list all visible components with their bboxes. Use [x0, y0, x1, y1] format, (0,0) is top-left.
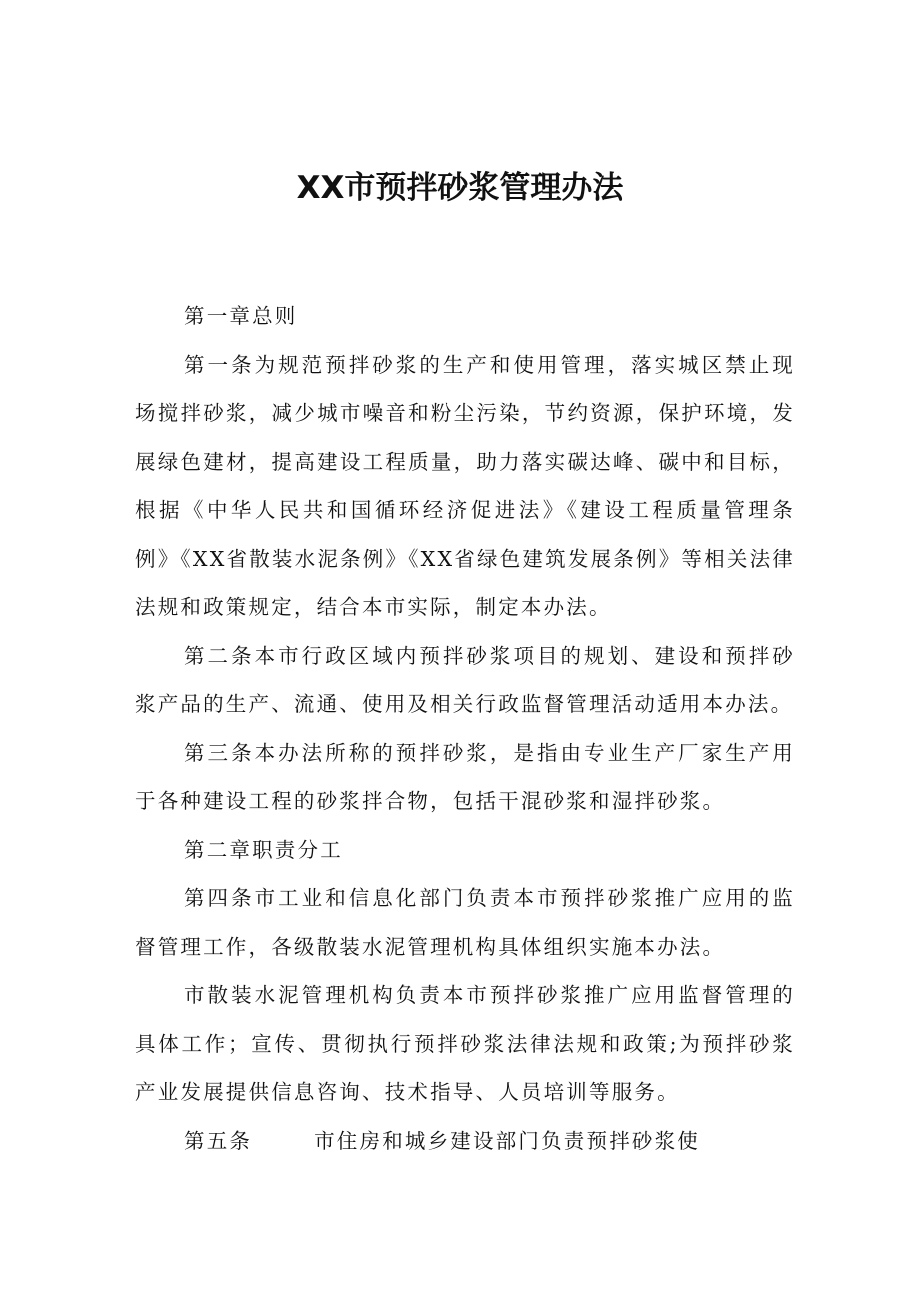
- document-title: XX市预拌砂浆管理办法: [296, 170, 624, 206]
- article-5-text: 市住房和城乡建设部门负责预拌砂浆使: [314, 1128, 701, 1153]
- article-2: 第二条本市行政区域内预拌砂浆项目的规划、建设和预拌砂浆产品的生产、流通、使用及相关行政监督管理活动适用本办法。: [135, 643, 795, 716]
- chapter-1-heading: 第一章总则: [184, 304, 298, 328]
- article-5: [135, 1117, 795, 1166]
- article-4-paragraph-2: 市散装水泥管理机构负责本市预拌砂浆推广应用监督管理的具体工作；宣传、贯彻执行预拌砂浆法律法规和政策;为预拌砂浆产业发展提供信息咨询、技术指导、人员培训等服务。: [135, 983, 795, 1104]
- document-body: [135, 292, 795, 1165]
- chapter-2-heading: 第二章职责分工: [184, 837, 343, 862]
- article-3: 第三条本办法所称的预拌砂浆，是指由专业生产厂家生产用于各种建设工程的砂浆拌合物，包括干混砂浆和湿拌砂浆。: [135, 740, 795, 813]
- article-1: 第一条为规范预拌砂浆的生产和使用管理，落实城区禁止现场搅拌砂浆，减少城市噪音和粉尘污染，节约资源，保护环境，发展绿色建材，提高建设工程质量，助力落实碳达峰、碳中和目标，根据《中华人民共和国循环经济促进法》《建设工程质量管理条例》《XX省散装水泥条例》《XX省绿色建筑发展条例》等相关法律法规和政策规定，结合本市实际，制定本办法。: [135, 352, 795, 619]
- article-4: 第四条市工业和信息化部门负责本市预拌砂浆推广应用的监督管理工作，各级散装水泥管理机构具体组织实施本办法。: [135, 886, 795, 959]
- article-5-label: 第五条: [184, 1128, 253, 1153]
